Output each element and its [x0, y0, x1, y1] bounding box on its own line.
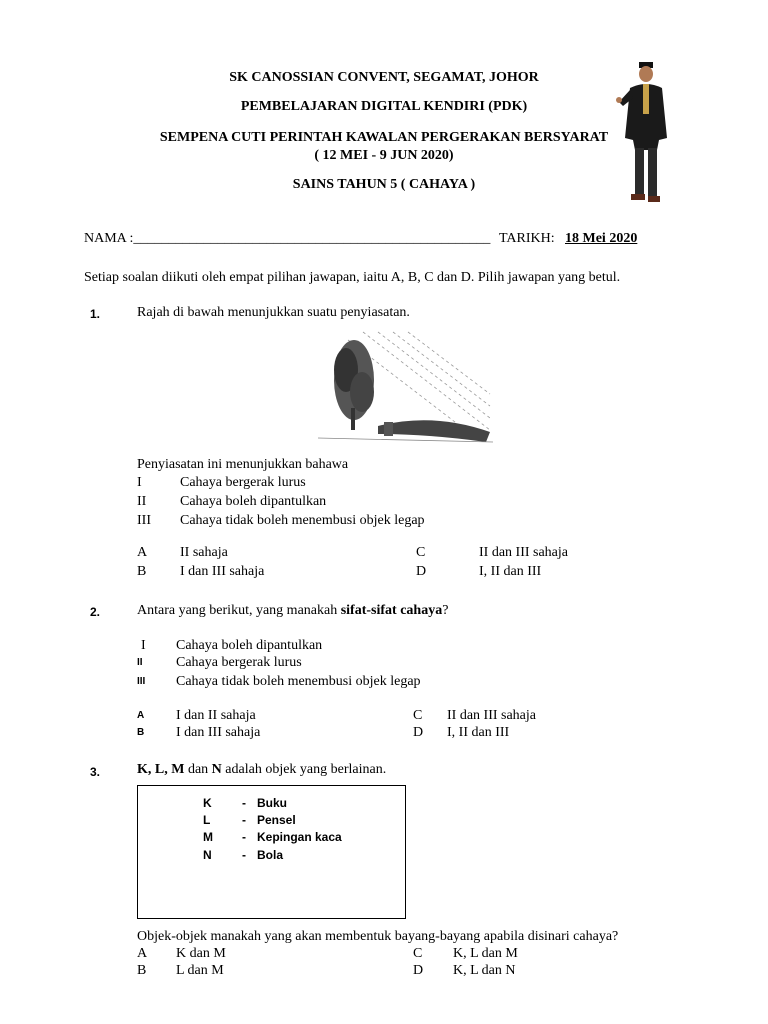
object-dash: - — [242, 830, 246, 844]
object-value: Bola — [257, 848, 284, 862]
q1-statement-text: Cahaya boleh dipantulkan — [180, 494, 327, 509]
q3-question: Objek-objek manakah yang akan membentuk bayang-bayang apabila disinari cahaya? — [137, 929, 619, 944]
program-title: PEMBELAJARAN DIGITAL KENDIRI (PDK) — [240, 99, 528, 114]
question-number-3: 3. — [90, 765, 101, 779]
q1-option-letter[interactable]: B — [137, 564, 147, 579]
q2-statement-text: Cahaya bergerak lurus — [176, 655, 302, 670]
object-dash: - — [242, 848, 246, 862]
object-dash: - — [242, 813, 246, 827]
object-value: Pensel — [257, 813, 296, 827]
q3-prompt: K, L, M dan N adalah objek yang berlainan. — [137, 762, 387, 777]
q3-option-letter[interactable]: A — [137, 946, 148, 961]
question-number-2: 2. — [90, 605, 101, 619]
object-value: Kepingan kaca — [257, 830, 342, 844]
q1-option-letter[interactable]: D — [416, 564, 427, 579]
q1-option-text[interactable]: II dan III sahaja — [479, 545, 569, 560]
q2-option-letter[interactable]: B — [137, 727, 145, 738]
q2-option-text[interactable]: II dan III sahaja — [447, 708, 537, 723]
date-range: ( 12 MEI - 9 JUN 2020) — [314, 148, 454, 163]
q1-option-text[interactable]: II sahaja — [180, 545, 228, 560]
q1-option-text[interactable]: I, II dan III — [479, 564, 542, 579]
q2-option-text[interactable]: I, II dan III — [447, 725, 510, 740]
q3-option-text[interactable]: K, L dan N — [453, 963, 516, 978]
q2-statement-roman: III — [137, 676, 146, 687]
question-number-1: 1. — [90, 307, 101, 321]
school-name: SK CANOSSIAN CONVENT, SEGAMAT, JOHOR — [229, 70, 539, 85]
tree-shadow-diagram — [318, 330, 493, 455]
occasion-title: SEMPENA CUTI PERINTAH KAWALAN PERGERAKAN BERSYARAT — [159, 130, 609, 145]
object-dash: - — [242, 796, 246, 810]
object-key: K — [203, 796, 212, 810]
q3-option-letter[interactable]: B — [137, 963, 147, 978]
q2-option-letter[interactable]: A — [137, 710, 145, 721]
q2-statement-text: Cahaya tidak boleh menembusi objek legap — [176, 674, 421, 689]
q2-statement-roman: II — [137, 657, 143, 668]
q2-option-letter[interactable]: D — [413, 725, 424, 740]
q3-option-text[interactable]: K dan M — [176, 946, 226, 961]
q1-option-letter[interactable]: A — [137, 545, 148, 560]
q1-statement-roman: III — [137, 513, 151, 528]
q3-option-text[interactable]: L dan M — [176, 963, 224, 978]
q3-option-letter[interactable]: D — [413, 963, 424, 978]
q2-option-letter[interactable]: C — [413, 708, 423, 723]
q2-option-text[interactable]: I dan II sahaja — [176, 708, 256, 723]
q2-option-text[interactable]: I dan III sahaja — [176, 725, 261, 740]
subject-title: SAINS TAHUN 5 ( CAHAYA ) — [292, 177, 476, 192]
q2-statement-roman: I — [141, 638, 146, 653]
object-key: M — [203, 830, 213, 844]
q1-statement-roman: I — [137, 475, 142, 490]
object-value: Buku — [257, 796, 287, 810]
q1-option-letter[interactable]: C — [416, 545, 426, 560]
q1-statement-text: Cahaya tidak boleh menembusi objek legap — [180, 513, 425, 528]
objects-box — [137, 785, 406, 919]
q1-option-text[interactable]: I dan III sahaja — [180, 564, 265, 579]
q1-lead: Penyiasatan ini menunjukkan bahawa — [137, 457, 349, 472]
teacher-figure-image — [615, 60, 677, 210]
object-key: N — [203, 848, 212, 862]
object-key: L — [203, 813, 211, 827]
name-field[interactable]: NAMA :___________________________________________________ — [84, 231, 491, 246]
q3-option-text[interactable]: K, L dan M — [453, 946, 518, 961]
q2-statement-text: Cahaya boleh dipantulkan — [176, 638, 323, 653]
instructions: Setiap soalan diikuti oleh empat pilihan jawapan, iaitu A, B, C dan D. Pilih jawapan yang betul. — [84, 270, 621, 285]
date-value: 18 Mei 2020 — [565, 231, 638, 246]
date-label: TARIKH: — [499, 231, 555, 246]
q1-statement-text: Cahaya bergerak lurus — [180, 475, 306, 490]
q3-option-letter[interactable]: C — [413, 946, 423, 961]
q1-prompt: Rajah di bawah menunjukkan suatu penyiasatan. — [137, 305, 410, 320]
q1-statement-roman: II — [137, 494, 147, 509]
q2-prompt: Antara yang berikut, yang manakah sifat-sifat cahaya? — [137, 603, 449, 618]
